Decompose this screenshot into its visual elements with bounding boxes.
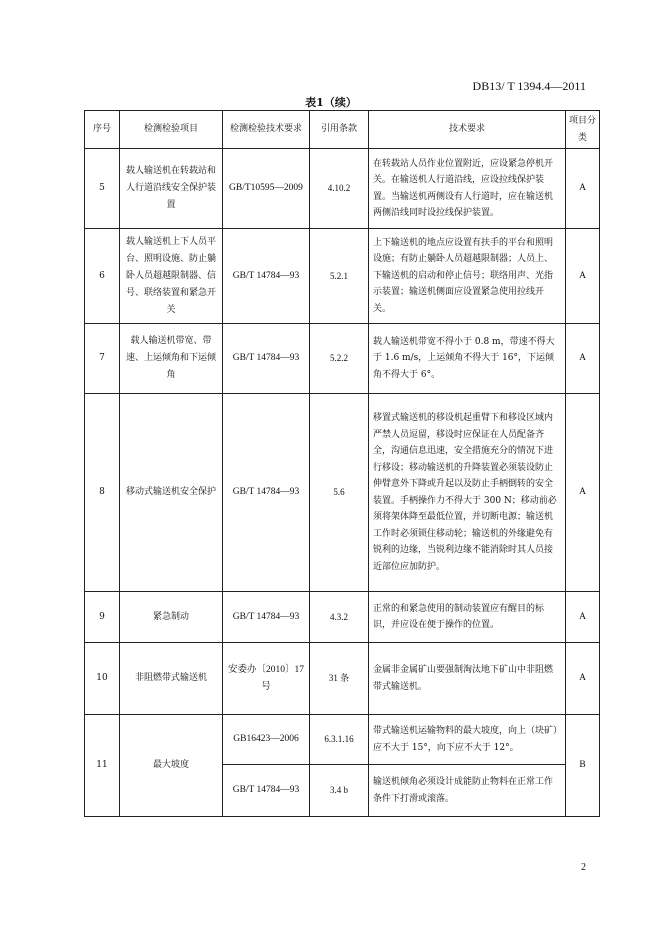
table-title: 表1（续）: [305, 96, 357, 109]
row-category: A: [566, 394, 600, 592]
row-standard: GB/T 14784—93: [223, 765, 310, 817]
row-requirement: 上下输送机的地点应设置有扶手的平台和照明设施；有防止躺卧人员超越限制器；人员上、下输送机的启动和停止信号；联络用声、光指示装置；输送机侧面应设置紧急使用拉线开关。: [369, 229, 566, 324]
row-category: B: [566, 715, 600, 817]
row-category: A: [566, 643, 600, 715]
table-row: [85, 394, 600, 592]
header-item: 检测检验项目: [120, 111, 223, 149]
table-row: [85, 229, 600, 324]
row-standard: GB/T10595—2009: [223, 149, 310, 229]
row-standard: GB/T 14784—93: [223, 229, 310, 324]
row-item: 紧急制动: [120, 592, 223, 643]
row-standard: GB16423—2006: [223, 715, 310, 765]
row-clause: 4.3.2: [310, 592, 369, 643]
row-clause: 3.4 b: [310, 765, 369, 817]
row-item: 载人输送机上下人员平台、照明设施、防止躺卧人员超越限制器、信号、联络装置和紧急开关: [120, 229, 223, 324]
table-row: [85, 643, 600, 715]
table-row: [85, 592, 600, 643]
row-clause: 31 条: [310, 643, 369, 715]
row-clause: 5.6: [310, 394, 369, 592]
row-requirement: 金属非金属矿山要强制淘汰地下矿山中非阻燃带式输送机。: [369, 643, 566, 715]
row-item: 非阻燃带式输送机: [120, 643, 223, 715]
header-clause: 引用条款: [310, 111, 369, 149]
row-seq: 6: [85, 229, 120, 324]
table-header-row: [85, 111, 600, 149]
row-requirement: 带式输送机运输物料的最大坡度，向上（块矿）应不大于 15°，向下应不大于 12°。: [369, 715, 566, 765]
inspection-table: [84, 110, 600, 817]
page-number: 2: [581, 862, 586, 873]
row-requirement: 移置式输送机的移设机起重臂下和移设区域内严禁人员逗留，移设时应保证在人员配备齐全，沟通信息迅速，安全措施充分的情况下进行移设；移动输送机的升降装置必须装设防止伸臂意外下降或升起以及防止手柄倒转的安全装置。手柄操作力不得大于 300 N；移动前必须将架体降至最低位置，并切断电源；输送机工作时必须锁住移动轮；输送机的外缘避免有锐利的边缘，当锐利边缘不能消除时其人员接近部位应加防护。: [369, 394, 566, 592]
row-item: 最大坡度: [120, 715, 223, 817]
row-standard: GB/T 14784—93: [223, 394, 310, 592]
row-clause: 6.3.1.16: [310, 715, 369, 765]
row-requirement: 正常的和紧急使用的制动装置应有醒目的标识，并应设在便于操作的位置。: [369, 592, 566, 643]
row-category: A: [566, 592, 600, 643]
row-seq: 7: [85, 324, 120, 394]
row-clause: 5.2.2: [310, 324, 369, 394]
header-standard: 检测检验技术要求: [223, 111, 310, 149]
row-requirement: 在转载站人员作业位置附近，应设紧急停机开关。在输送机人行道沿线，应设拉线保护装置。当输送机两侧设有人行道时，应在输送机两侧沿线同时设拉线保护装置。: [369, 149, 566, 229]
row-clause: 4.10.2: [310, 149, 369, 229]
row-item: 载人输送机带宽、带速、上运倾角和下运倾角: [120, 324, 223, 394]
row-standard: GB/T 14784—93: [223, 324, 310, 394]
row-requirement: 载人输送机带宽不得小于 0.8 m，带速不得大于 1.6 m/s，上运倾角不得大于 16°，下运倾角不得大于 6°。: [369, 324, 566, 394]
row-standard: GB/T 14784—93: [223, 592, 310, 643]
row-clause: 5.2.1: [310, 229, 369, 324]
row-item: 载人输送机在转载站和人行道沿线安全保护装置: [120, 149, 223, 229]
row-seq: 11: [85, 715, 120, 817]
row-standard: 安委办〔2010〕17号: [223, 643, 310, 715]
row-seq: 8: [85, 394, 120, 592]
table-row: [85, 149, 600, 229]
row-requirement: 输送机倾角必须设计成能防止物料在正常工作条件下打滑或滚落。: [369, 765, 566, 817]
row-category: A: [566, 229, 600, 324]
row-category: A: [566, 324, 600, 394]
header-seq: 序号: [85, 111, 120, 149]
row-category: A: [566, 149, 600, 229]
row-item: 移动式输送机安全保护: [120, 394, 223, 592]
row-seq: 5: [85, 149, 120, 229]
document-code: DB13/ T 1394.4—2011: [472, 79, 586, 93]
table-row: [85, 715, 600, 765]
table-row: [85, 324, 600, 394]
header-requirement: 技术要求: [369, 111, 566, 149]
header-category: 项目分类: [566, 111, 600, 149]
row-seq: 9: [85, 592, 120, 643]
row-seq: 10: [85, 643, 120, 715]
